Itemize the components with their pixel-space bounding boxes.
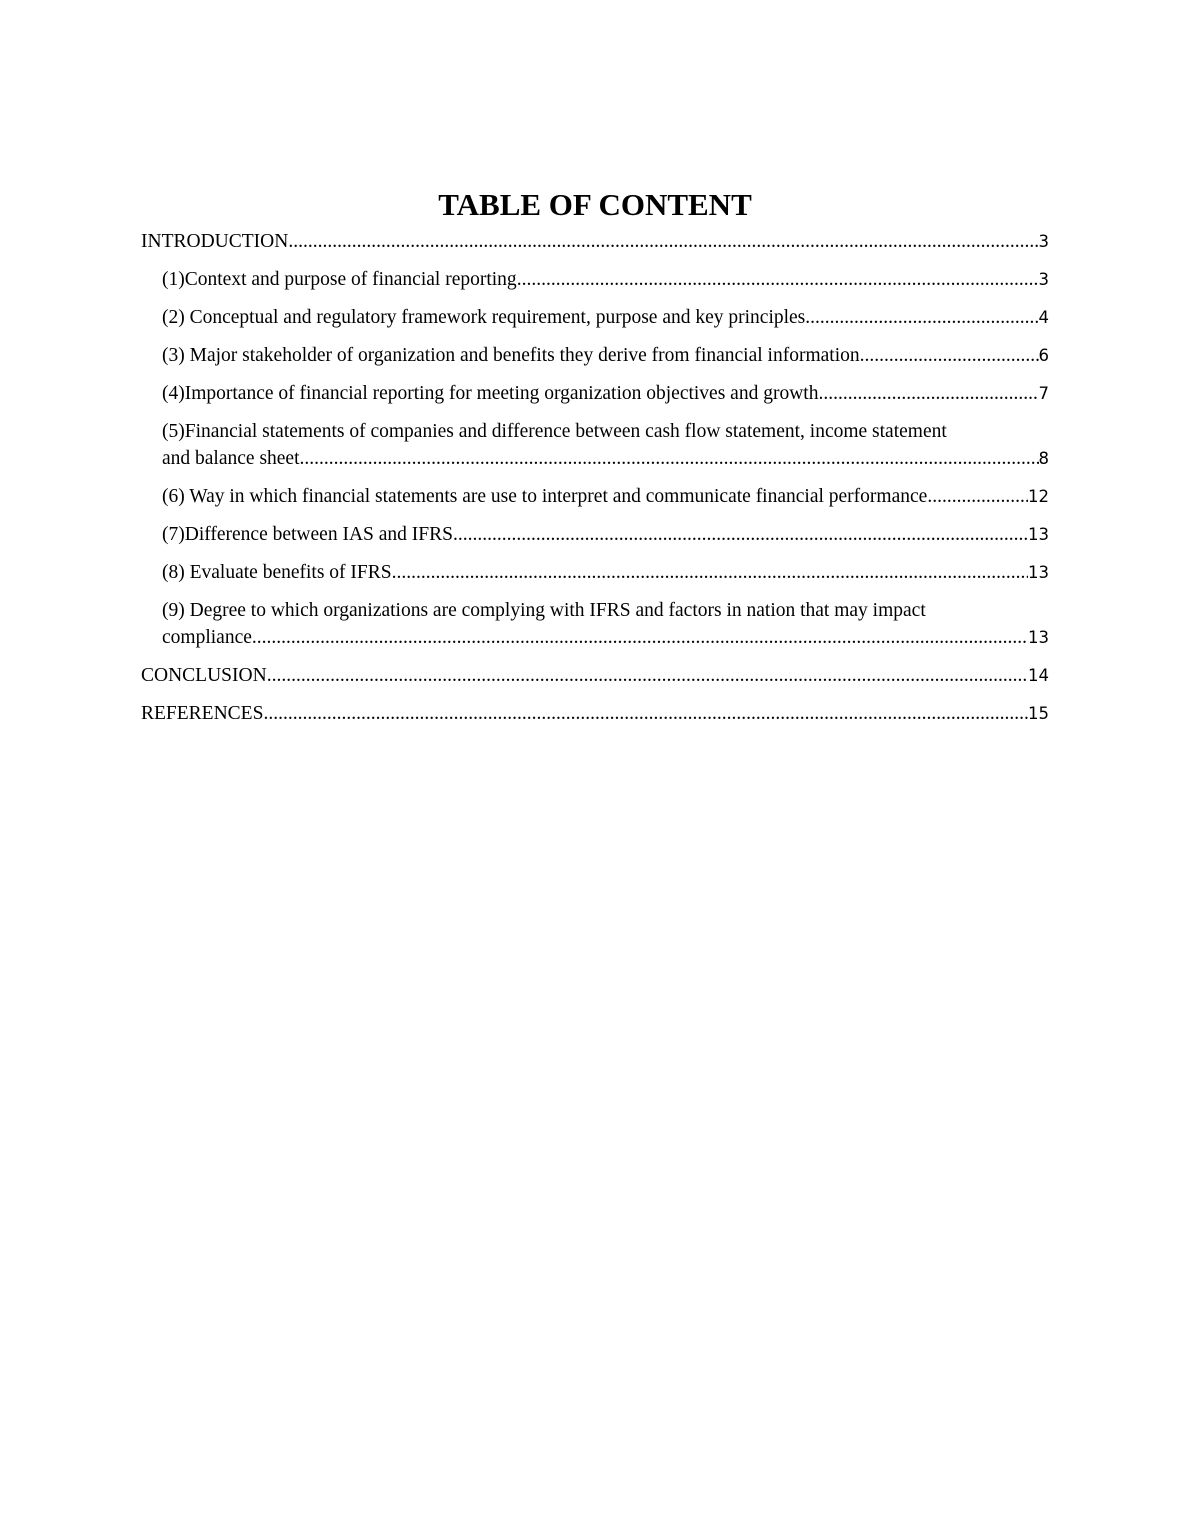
toc-entry-text-line-1: (5)Financial statements of companies and difference between cash flow statement, income statement xyxy=(162,421,947,442)
toc-entry-text: INTRODUCTION xyxy=(141,231,289,252)
toc-leader-dots xyxy=(300,445,1039,472)
toc-leader-dots xyxy=(288,228,1038,255)
toc-leader-dots xyxy=(252,624,1028,651)
toc-leader-dots xyxy=(392,559,1028,586)
toc-entry-text: compliance xyxy=(162,627,252,648)
toc-entry-references[interactable] xyxy=(141,700,1049,727)
toc-entry-text: and balance sheet xyxy=(162,448,300,469)
toc-page-number: 12 xyxy=(1028,487,1049,506)
toc-page-number: 7 xyxy=(1038,384,1049,403)
toc-leader-dots xyxy=(927,483,1028,510)
toc-page-number: 6 xyxy=(1038,346,1049,365)
toc-entry-ifrs-compliance[interactable] xyxy=(141,597,1049,651)
toc-entry-text: (1)Context and purpose of financial reporting xyxy=(162,269,517,290)
toc-page-number: 3 xyxy=(1038,232,1049,251)
toc-entry-text: (6) Way in which financial statements are use to interpret and communicate financial performance xyxy=(162,486,928,507)
toc-entry-introduction[interactable] xyxy=(141,228,1049,255)
toc-leader-dots xyxy=(805,304,1038,331)
toc-page-number: 13 xyxy=(1028,525,1049,544)
toc-entry-text: CONCLUSION xyxy=(141,665,267,686)
toc-page-number: 13 xyxy=(1028,628,1049,647)
toc-page-number: 8 xyxy=(1038,449,1049,468)
table-of-contents xyxy=(141,228,1049,738)
toc-entry-ias-ifrs[interactable] xyxy=(141,521,1049,548)
toc-entry-interpret-communicate[interactable] xyxy=(141,483,1049,510)
toc-page-number: 4 xyxy=(1038,308,1049,327)
toc-page-number: 15 xyxy=(1028,704,1049,723)
page-title: TABLE OF CONTENT xyxy=(438,187,752,222)
toc-leader-dots xyxy=(818,380,1038,407)
toc-entry-text: (7)Difference between IAS and IFRS xyxy=(162,524,453,545)
toc-entry-major-stakeholder[interactable] xyxy=(141,342,1049,369)
toc-page-number: 3 xyxy=(1038,270,1049,289)
toc-entry-text: (4)Importance of financial reporting for meeting organization objectives and growth xyxy=(162,383,819,404)
toc-entry-conceptual-framework[interactable] xyxy=(141,304,1049,331)
toc-entry-context-purpose[interactable] xyxy=(141,266,1049,293)
toc-leader-dots xyxy=(267,662,1028,689)
toc-entry-text: REFERENCES xyxy=(141,703,264,724)
toc-leader-dots xyxy=(263,700,1028,727)
toc-entry-importance-reporting[interactable] xyxy=(141,380,1049,407)
toc-page-number: 14 xyxy=(1028,666,1049,685)
toc-entry-text: (2) Conceptual and regulatory framework requirement, purpose and key principles xyxy=(162,307,806,328)
toc-entry-benefits-ifrs[interactable] xyxy=(141,559,1049,586)
toc-leader-dots xyxy=(517,266,1039,293)
toc-entry-text-line-1: (9) Degree to which organizations are complying with IFRS and factors in nation that may impact xyxy=(162,600,926,621)
toc-leader-dots xyxy=(453,521,1028,548)
toc-entry-text: (8) Evaluate benefits of IFRS xyxy=(162,562,392,583)
toc-entry-conclusion[interactable] xyxy=(141,662,1049,689)
toc-leader-dots xyxy=(860,342,1039,369)
toc-entry-text: (3) Major stakeholder of organization and benefits they derive from financial information xyxy=(162,345,860,366)
toc-page-number: 13 xyxy=(1028,563,1049,582)
toc-entry-financial-statements[interactable] xyxy=(141,418,1049,472)
